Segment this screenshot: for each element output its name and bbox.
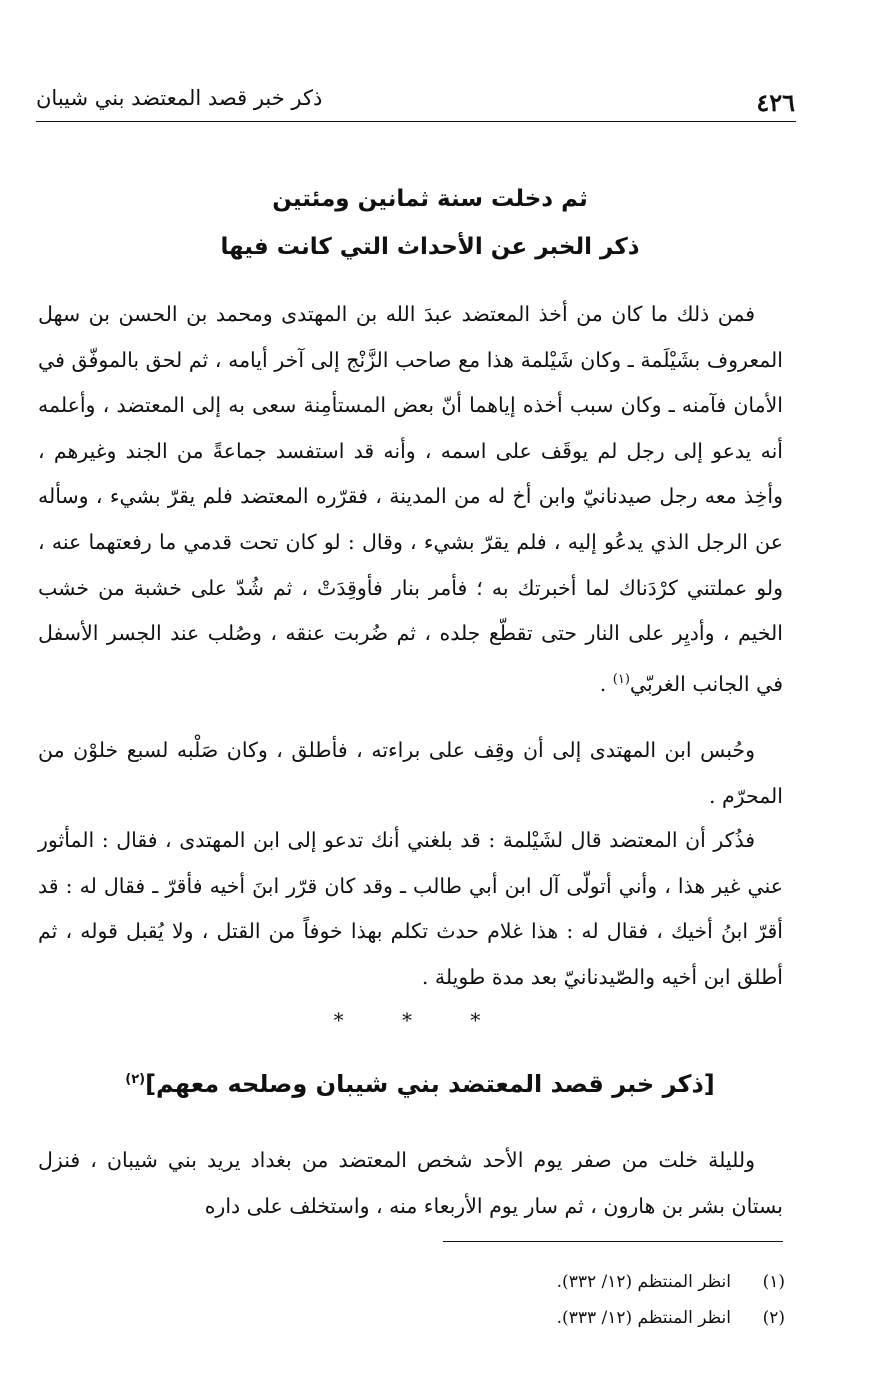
footnote-number: (٢) [762, 1308, 785, 1328]
footnote-1 [285, 1272, 785, 1292]
footnote-2 [285, 1308, 785, 1328]
paragraph-1 [38, 292, 783, 707]
section-heading-events: ذكر الخبر عن الأحداث التي كانت فيها [220, 234, 640, 260]
paragraph-1-text: فمن ذلك ما كان من أخذ المعتضد عبدَ الله بن المهتدى ومحمد بن الحسن بن سهل المعروف بشَيْلَمة ـ وكان شَيْلمة هذا مع صاحب الزَّنْج إلى آخر أيامه ، ثم لحق بالموفّق في الأمان فآمنه ـ وكان سبب أخذه إياهما أنّ بعض المستأمِنة سعى به إلى المعتضد ، وأعلمه أنه يدعو إلى رجل لم يوقَف على اسمه ، وأنه قد استفسد جماعةً من الجند وغيرهم ، وأخِذ معه رجل صيدنانيّ وابن أخ له من المدينة ، فقرّره المعتضد فلم يقرّ بشيء ، وسأله عن الرجل الذي يدعُو إليه ، فلم يقرّ بشيء ، وقال : لو كان تحت قدمي ما رفعتهما عنه ، ولو عملتني كرْدَناك لما أخبرتك به ؛ فأمر بنار فأوقِدَتْ ، ثم شُدّ على خشبة من خشب الخيم ، وأديِر على النار حتى تقطّع جلده ، ثم ضُربت عنقه ، وصُلب عند الجسر الأسفل في الجانب الغربّي [38, 302, 783, 696]
heading-text: [ذكر خبر قصد المعتضد بني شيبان وصلحه معهم] [145, 1070, 715, 1098]
footnote-ref-1: (١) [612, 671, 630, 687]
section-heading-year: ثم دخلت سنة ثمانين ومئتين [272, 186, 588, 212]
section-separator: * * * [333, 1008, 507, 1032]
header-rule [36, 121, 796, 122]
footnote-ref-2: (٢) [125, 1072, 146, 1087]
running-title: ذكر خبر قصد المعتضد بني شيبان [36, 86, 323, 110]
footnote-text: انظر المنتظم (١٢/ ٣٣٣). [556, 1308, 731, 1328]
footnote-number: (١) [762, 1272, 785, 1292]
section-heading-banu-shayban [60, 1070, 780, 1098]
footnote-rule [443, 1241, 783, 1242]
paragraph-4: ولليلة خلت من صفر يوم الأحد شخص المعتضد من بغداد يريد بني شيبان ، فنزل بستان بشر بن هارون ، ثم سار يوم الأربعاء منه ، واستخلف على داره [38, 1148, 783, 1218]
paragraph-3: فذُكر أن المعتضد قال لشَيْلمة : قد بلغني أنك تدعو إلى ابن المهتدى ، فقال : المأثور عني غير هذا ، وأني أتولّى آل ابن أبي طالب ـ وقد كان قرّر ابنَ أخيه فأقرّ ـ فقال له : قد أقرّ ابنُ أخيك ، فقال له : هذا غلام حدث تكلم بهذا خوفاً من القتل ، ولا يُقبل قوله ، ثم أطلق ابن أخيه والصّيدنانيّ بعد مدة طويلة . [38, 828, 783, 989]
footnote-text: انظر المنتظم (١٢/ ٣٣٢). [556, 1272, 731, 1292]
page-number: ٤٢٦ [756, 88, 795, 117]
paragraph-2: وحُبس ابن المهتدى إلى أن وقِف على براءته ، فأطلق ، وكان صَلْبه لسبع خلوْن من المحرّم . [38, 738, 783, 808]
paragraph-1-end: . [599, 671, 607, 696]
